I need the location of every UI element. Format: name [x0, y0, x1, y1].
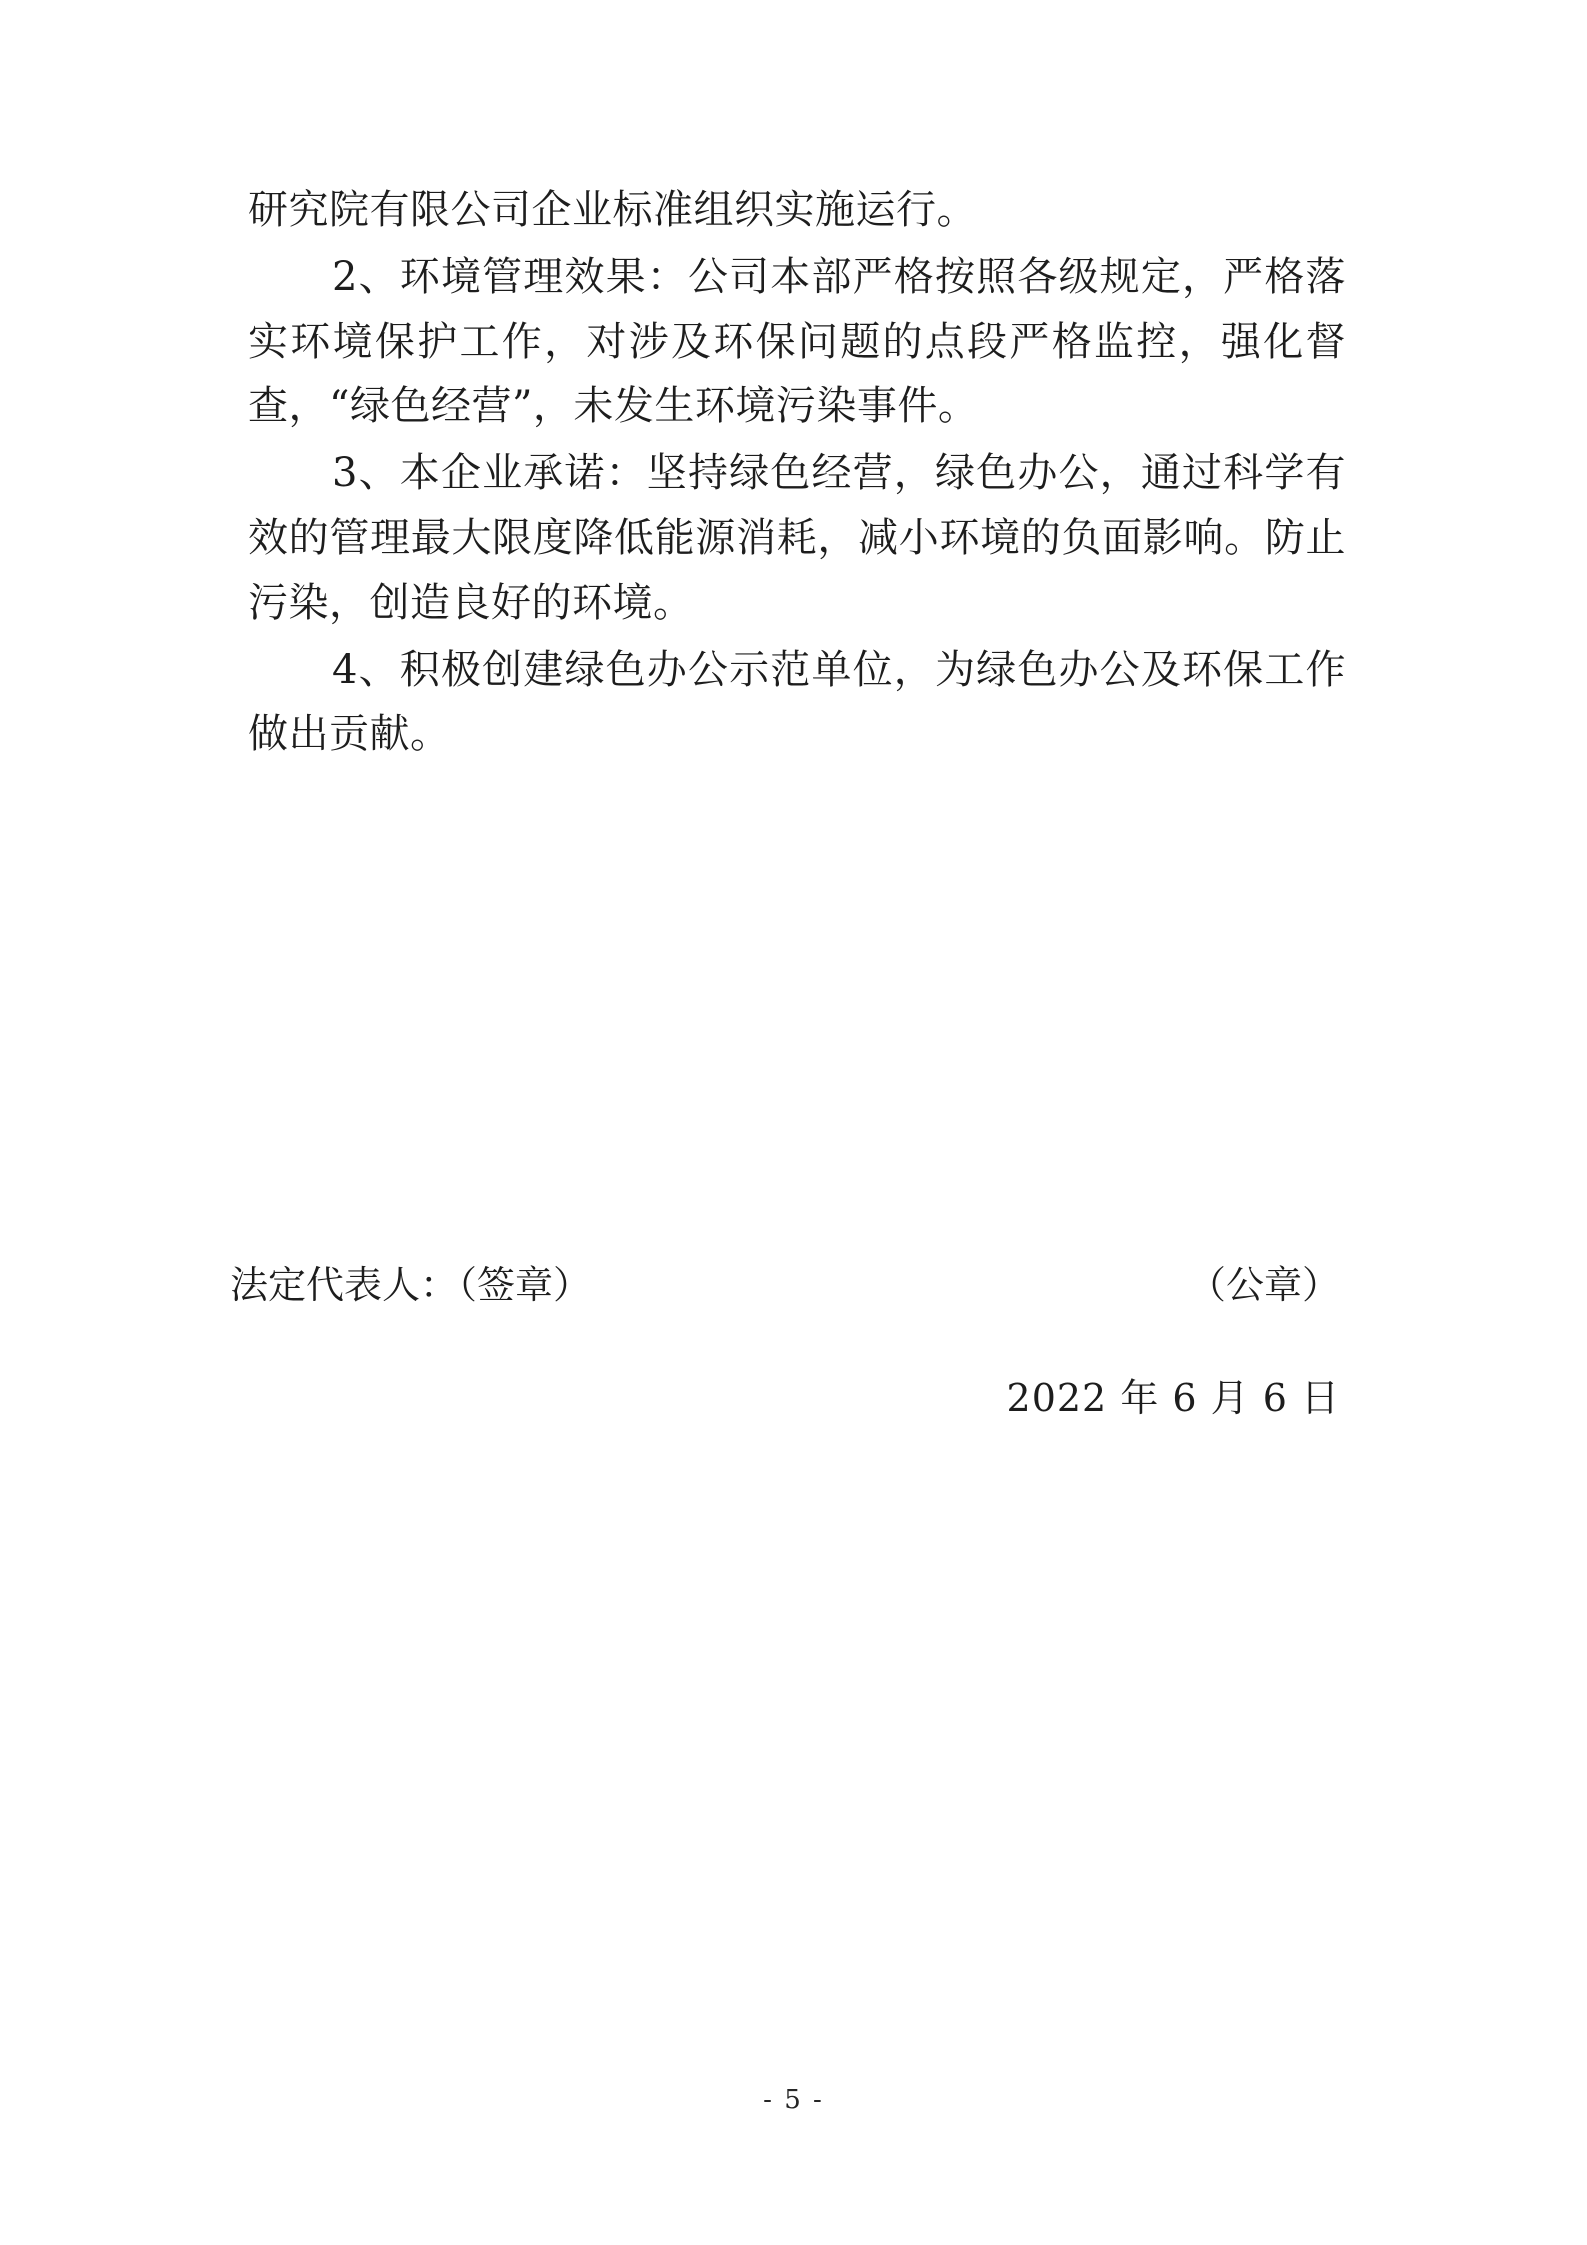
signature-row — [230, 1255, 1358, 1316]
document-body — [248, 178, 1346, 769]
signature-block — [230, 1255, 1358, 1429]
signature-date: 2022 年 6 月 6 日 — [1006, 1375, 1340, 1420]
paragraph-item-2: 2、环境管理效果：公司本部严格按照各级规定，严格落实环境保护工作，对涉及环保问题的点段严格监控，强化督查，“绿色经营”，未发生环境污染事件。 — [248, 253, 1346, 430]
paragraph-continuation: 研究院有限公司企业标准组织实施运行。 — [248, 187, 977, 233]
official-seal-label: （公章） — [1187, 1263, 1340, 1307]
legal-representative-label: 法定代表人：（签章） — [230, 1263, 592, 1307]
paragraph-item-3: 3、本企业承诺：坚持绿色经营，绿色办公，通过科学有效的管理最大限度降低能源消耗，减小环境的负面影响。防止污染，创造良好的环境。 — [248, 450, 1346, 626]
page-number-footer: - 5 - — [763, 2085, 824, 2115]
paragraph-item-4: 4、积极创建绿色办公示范单位，为绿色办公及环保工作做出贡献。 — [248, 646, 1346, 758]
